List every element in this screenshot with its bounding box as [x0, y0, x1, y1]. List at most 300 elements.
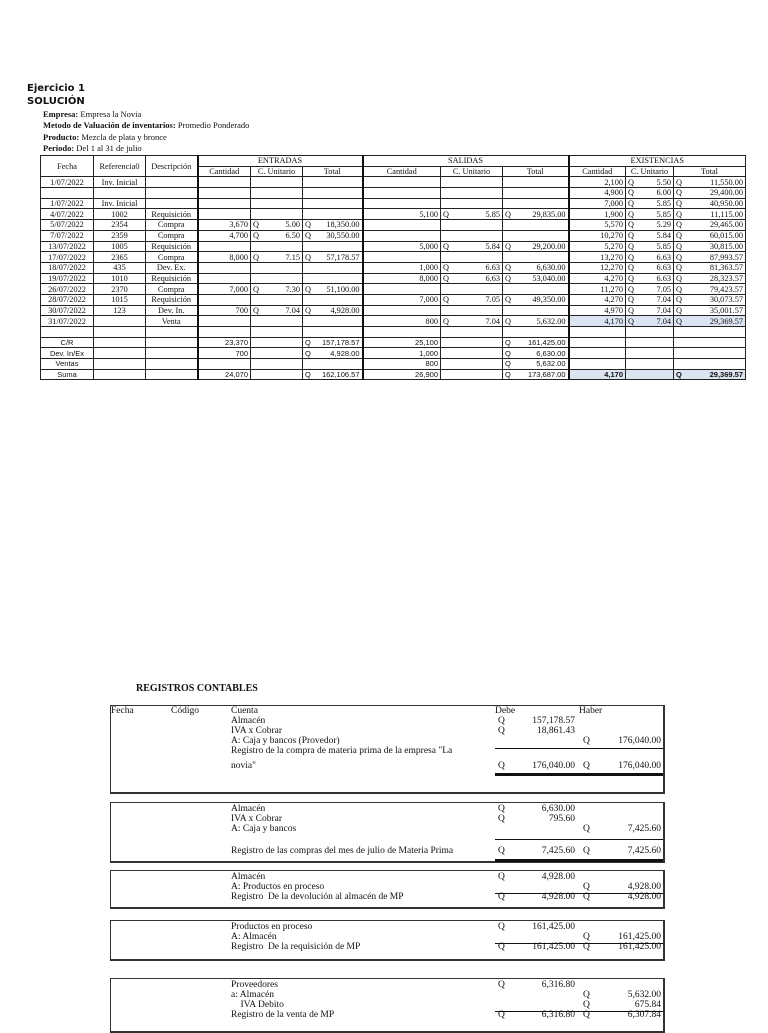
amount: 5.85 [656, 241, 671, 251]
amount: 30,550.00 [326, 231, 360, 241]
account-name: Registro de las compras del mes de julio de Materia Prima [231, 846, 454, 856]
total-line [111, 761, 663, 771]
account-name: A: Caja y bancos [231, 824, 297, 834]
cell-costo-unitario [251, 273, 303, 284]
currency-symbol: Q [628, 209, 634, 219]
cell-cantidad [198, 316, 251, 327]
credit-amount: 161,425.00 [618, 942, 661, 952]
method-line [43, 120, 249, 130]
subheader-salidas-0: Cantidad [363, 166, 441, 177]
double-rule [495, 859, 663, 862]
money-value [676, 178, 743, 187]
cell-cantidad: 700 [198, 305, 251, 316]
currency-symbol: Q [253, 284, 259, 294]
debit-amount: 4,928.00 [541, 872, 575, 882]
cell-cantidad [363, 284, 441, 295]
currency-symbol: Q [253, 305, 259, 315]
money-value [628, 220, 671, 229]
currency-symbol: Q [628, 316, 634, 326]
cell-total [503, 262, 569, 273]
double-rule [495, 773, 663, 776]
journal-line [111, 872, 663, 882]
cell-referencia: Inv. Inicial [94, 177, 146, 188]
cell-descripcion [146, 327, 198, 338]
currency-symbol: Q [498, 761, 505, 771]
cell-cantidad: 8,000 [363, 273, 441, 284]
amount: 51,100.00 [326, 284, 360, 294]
amount: 7.04 [485, 316, 500, 326]
amount: 5,632.00 [536, 316, 566, 326]
cell-costo-unitario [626, 198, 674, 209]
cell-cantidad [198, 327, 251, 338]
currency-symbol: Q [505, 359, 511, 369]
money-value [443, 210, 500, 219]
credit-amount: 7,425.60 [627, 824, 661, 834]
subheader-salidas-1: C. Unitario [441, 166, 503, 177]
account-name: Registro de la compra de materia prima de la empresa "La [231, 746, 453, 756]
amount: 7.04 [656, 305, 671, 315]
cell-cantidad: 4,700 [198, 230, 251, 241]
money-value [305, 253, 360, 262]
currency-symbol: Q [498, 814, 505, 824]
money-value [443, 295, 500, 304]
money-value [628, 199, 671, 208]
company-value: Empresa la Novia [80, 109, 142, 119]
money-value [305, 285, 360, 294]
cell-cantidad: 800 [363, 316, 441, 327]
amount: 5.00 [285, 220, 300, 230]
money-value [505, 295, 566, 304]
amount: 5.50 [656, 177, 671, 187]
summary-empty [626, 359, 674, 370]
currency-symbol: Q [628, 263, 634, 273]
cell-cantidad [363, 220, 441, 231]
currency-symbol: Q [305, 338, 311, 348]
cell-cantidad: 1,900 [569, 209, 626, 220]
cell-fecha [41, 327, 94, 338]
cell-total [674, 209, 746, 220]
summary-existencias-cantidad: 4,170 [569, 369, 626, 380]
cell-cantidad [363, 177, 441, 188]
cell-cantidad: 7,000 [569, 198, 626, 209]
currency-symbol: Q [305, 370, 311, 380]
money-value [676, 295, 743, 304]
cell-cantidad [198, 198, 251, 209]
debit-amount: 795.60 [548, 814, 575, 824]
currency-symbol: Q [443, 209, 449, 219]
journal-line [111, 804, 663, 814]
money-value [628, 306, 671, 315]
summary-salidas-cantidad: 25,100 [363, 337, 441, 348]
credit-amount: 5,632.00 [627, 990, 661, 1000]
cell-cantidad: 13,270 [569, 252, 626, 263]
cell-costo-unitario [626, 220, 674, 231]
cell-total [303, 209, 363, 220]
cell-total [303, 262, 363, 273]
account-name: a: Almacén [231, 990, 274, 1000]
summary-salidas-cantidad: 26,900 [363, 369, 441, 380]
money-value [443, 263, 500, 272]
currency-symbol: Q [443, 316, 449, 326]
summary-salidas-cantidad: 1,000 [363, 348, 441, 359]
inventory-card-table [40, 155, 746, 380]
summary-label: Suma [41, 369, 94, 380]
currency-symbol: Q [583, 1000, 590, 1010]
debit-amount: 161,425.00 [532, 922, 575, 932]
amount: 29,369.57 [709, 316, 743, 326]
summary-salidas-total [503, 348, 569, 359]
cell-costo-unitario [251, 177, 303, 188]
currency-symbol: Q [676, 177, 682, 187]
summary-existencias-cantidad [569, 348, 626, 359]
cell-fecha [41, 188, 94, 199]
cell-cantidad: 7,000 [363, 294, 441, 305]
cell-costo-unitario [441, 220, 503, 231]
journal-line [111, 814, 663, 824]
cell-costo-unitario [441, 316, 503, 327]
cell-costo-unitario [626, 305, 674, 316]
cell-cantidad: 7,000 [198, 284, 251, 295]
header-debe: Debe [495, 706, 516, 716]
cell-costo-unitario [441, 241, 503, 252]
cell-cantidad: 5,000 [363, 241, 441, 252]
cell-cantidad: 4,270 [569, 273, 626, 284]
money-value [443, 317, 500, 326]
journal-line [111, 980, 663, 990]
money-value [253, 253, 300, 262]
currency-symbol: Q [583, 942, 590, 952]
col-descripcion: Descripción [146, 156, 198, 177]
currency-symbol: Q [305, 231, 311, 241]
method-label: Metodo de Valuación de inventarios: [43, 120, 176, 130]
summary-empty [251, 369, 303, 380]
summary-entradas-total [303, 337, 363, 348]
currency-symbol: Q [498, 726, 505, 736]
journal-line [111, 716, 663, 726]
account-name: Registro De la devolución al almacén de MP [231, 892, 404, 902]
currency-symbol: Q [628, 295, 634, 305]
cell-total [674, 273, 746, 284]
money-value [305, 349, 360, 358]
credit-amount: 176,040.00 [618, 736, 661, 746]
summary-label: Dev. In/Ex [41, 348, 94, 359]
currency-symbol: Q [628, 220, 634, 230]
currency-symbol: Q [676, 241, 682, 251]
cell-referencia: 1002 [94, 209, 146, 220]
credit-amount: 7,425.60 [627, 846, 661, 856]
cell-total [674, 230, 746, 241]
currency-symbol: Q [676, 316, 682, 326]
amount: 6.63 [656, 252, 671, 262]
cell-total [503, 188, 569, 199]
currency-symbol: Q [676, 263, 682, 273]
amount: 5.84 [485, 241, 500, 251]
currency-symbol: Q [498, 1010, 505, 1020]
cell-cantidad: 4,970 [569, 305, 626, 316]
summary-existencias-total [674, 348, 746, 359]
cell-costo-unitario [441, 284, 503, 295]
summary-entradas-total [303, 348, 363, 359]
table-row [41, 273, 746, 284]
money-value [505, 263, 566, 272]
cell-fecha: 1/07/2022 [41, 177, 94, 188]
cell-fecha: 5/07/2022 [41, 220, 94, 231]
cell-total [503, 284, 569, 295]
cell-fecha: 17/07/2022 [41, 252, 94, 263]
currency-symbol: Q [498, 804, 505, 814]
money-value [253, 231, 300, 240]
summary-empty [94, 369, 146, 380]
period-value: Del 1 al 31 de julio [76, 143, 142, 153]
table-row [41, 220, 746, 231]
cell-costo-unitario [626, 209, 674, 220]
group-salidas: SALIDAS [363, 156, 569, 167]
table-row [41, 327, 746, 338]
money-value [305, 306, 360, 315]
currency-symbol: Q [628, 241, 634, 251]
amount: 6,630.00 [536, 348, 566, 358]
money-value [676, 231, 743, 240]
money-value [505, 274, 566, 283]
currency-symbol: Q [676, 199, 682, 209]
money-value [676, 220, 743, 229]
cell-descripcion: Dev. In. [146, 305, 198, 316]
cell-costo-unitario [251, 305, 303, 316]
debit-amount: 6,316.80 [541, 1010, 575, 1020]
cell-descripcion: Compra [146, 230, 198, 241]
cell-cantidad: 8,000 [198, 252, 251, 263]
money-value [628, 231, 671, 240]
amount: 29,465.00 [709, 220, 743, 230]
debit-amount: 4,928.00 [541, 892, 575, 902]
cell-cantidad [198, 177, 251, 188]
amount: 7.30 [285, 284, 300, 294]
journal-entry [110, 870, 665, 909]
subheader-existencias-2: Total [674, 166, 746, 177]
money-value [676, 317, 743, 326]
cell-total [503, 230, 569, 241]
cell-costo-unitario [626, 262, 674, 273]
cell-total [503, 305, 569, 316]
currency-symbol: Q [305, 348, 311, 358]
money-value [253, 220, 300, 229]
currency-symbol: Q [505, 209, 511, 219]
money-value [628, 253, 671, 262]
cell-costo-unitario [441, 273, 503, 284]
summary-label: C/R [41, 337, 94, 348]
debit-amount: 157,178.57 [532, 716, 575, 726]
cell-referencia: 1010 [94, 273, 146, 284]
summary-empty [94, 348, 146, 359]
cell-fecha: 1/07/2022 [41, 198, 94, 209]
col-referencia: Referencia0 [94, 156, 146, 177]
journal-line [111, 726, 663, 736]
account-name: Proveedores [231, 980, 278, 990]
journal-line [111, 882, 663, 892]
cell-fecha: 18/07/2022 [41, 262, 94, 273]
cell-referencia: 2359 [94, 230, 146, 241]
cell-costo-unitario [626, 327, 674, 338]
cell-total [674, 284, 746, 295]
cell-referencia: 2370 [94, 284, 146, 295]
amount: 29,400.00 [709, 188, 743, 198]
amount: 29,369.57 [709, 370, 743, 380]
cell-costo-unitario [626, 284, 674, 295]
summary-empty [94, 337, 146, 348]
subheader-existencias-1: C. Unitario [626, 166, 674, 177]
journal-header-row [111, 706, 663, 716]
total-rule [495, 839, 663, 840]
summary-empty [251, 337, 303, 348]
cell-descripcion: Requisición [146, 209, 198, 220]
cell-referencia: 1005 [94, 241, 146, 252]
debit-amount: 7,425.60 [541, 846, 575, 856]
cell-fecha: 31/07/2022 [41, 316, 94, 327]
amount: 35,001.57 [709, 305, 743, 315]
amount: 7.04 [285, 305, 300, 315]
money-value [676, 274, 743, 283]
cell-descripcion [146, 198, 198, 209]
debit-amount: 6,316.80 [541, 980, 575, 990]
cell-cantidad [198, 241, 251, 252]
cell-cantidad [363, 305, 441, 316]
cell-total [674, 241, 746, 252]
journal-entry [110, 705, 665, 794]
currency-symbol: Q [443, 273, 449, 283]
header-row-groups [41, 156, 746, 167]
debit-amount: 6,630.00 [541, 804, 575, 814]
cell-total [674, 327, 746, 338]
journal-line [111, 736, 663, 746]
amount: 5.29 [656, 220, 671, 230]
table-row [41, 284, 746, 295]
currency-symbol: Q [676, 273, 682, 283]
table-row [41, 198, 746, 209]
currency-symbol: Q [676, 220, 682, 230]
summary-empty [441, 369, 503, 380]
account-name: IVA Debito [231, 1000, 284, 1010]
cell-referencia: 2354 [94, 220, 146, 231]
summary-salidas-total [503, 337, 569, 348]
money-value [253, 285, 300, 294]
money-value [505, 349, 566, 358]
exercise-title: Ejercicio 1 [27, 83, 85, 94]
summary-existencias-cantidad [569, 337, 626, 348]
cell-referencia: 435 [94, 262, 146, 273]
money-value [676, 306, 743, 315]
amount: 5,632.00 [536, 359, 566, 369]
period-label: Periodo: [43, 143, 75, 153]
cell-costo-unitario [251, 262, 303, 273]
amount: 161,425.00 [527, 338, 566, 348]
currency-symbol: Q [628, 284, 634, 294]
currency-symbol: Q [676, 295, 682, 305]
total-rule [495, 893, 663, 894]
money-value [505, 210, 566, 219]
debit-amount: 18,861.43 [537, 726, 575, 736]
cell-total [303, 230, 363, 241]
cell-costo-unitario [626, 294, 674, 305]
summary-salidas-cantidad: 800 [363, 359, 441, 370]
currency-symbol: Q [443, 295, 449, 305]
cell-total [503, 327, 569, 338]
account-name: A: Caja y bancos (Provedor) [231, 736, 340, 746]
money-value [676, 210, 743, 219]
amount: 7.05 [656, 284, 671, 294]
cell-total [674, 188, 746, 199]
cell-cantidad [363, 230, 441, 241]
cell-descripcion: Compra [146, 252, 198, 263]
group-existencias: EXISTENCIAS [569, 156, 746, 167]
currency-symbol: Q [583, 990, 590, 1000]
account-name: Productos en proceso [231, 922, 313, 932]
summary-label: Ventas [41, 359, 94, 370]
cell-total [303, 198, 363, 209]
currency-symbol: Q [498, 716, 505, 726]
subheader-entradas-0: Cantidad [198, 166, 251, 177]
cell-costo-unitario [441, 305, 503, 316]
money-value [305, 338, 360, 347]
header-cuenta: Cuenta [231, 706, 258, 716]
cell-costo-unitario [626, 230, 674, 241]
amount: 6.63 [656, 273, 671, 283]
currency-symbol: Q [676, 209, 682, 219]
cell-cantidad [363, 327, 441, 338]
period-line [43, 143, 142, 153]
credit-amount: 176,040.00 [618, 761, 661, 771]
currency-symbol: Q [505, 348, 511, 358]
subheader-entradas-2: Total [303, 166, 363, 177]
currency-symbol: Q [583, 882, 590, 892]
cell-total [303, 188, 363, 199]
debit-amount: 161,425.00 [532, 942, 575, 952]
amount: 18,350.00 [326, 220, 360, 230]
money-value [628, 317, 671, 326]
cell-costo-unitario [626, 177, 674, 188]
cell-descripcion [146, 177, 198, 188]
cell-cantidad: 10,270 [569, 230, 626, 241]
currency-symbol: Q [676, 305, 682, 315]
journal-entry [110, 920, 665, 961]
currency-symbol: Q [676, 231, 682, 241]
cell-costo-unitario [251, 294, 303, 305]
currency-symbol: Q [583, 892, 590, 902]
table-row [41, 252, 746, 263]
cell-cantidad [198, 294, 251, 305]
money-value [505, 338, 566, 347]
cell-costo-unitario [441, 209, 503, 220]
summary-row [41, 369, 746, 380]
currency-symbol: Q [505, 295, 511, 305]
summary-existencias-total [674, 369, 746, 380]
cell-costo-unitario [251, 209, 303, 220]
amount: 29,835.00 [532, 209, 566, 219]
cell-fecha: 28/07/2022 [41, 294, 94, 305]
cell-cantidad: 5,570 [569, 220, 626, 231]
summary-empty [146, 337, 198, 348]
cell-fecha: 19/07/2022 [41, 273, 94, 284]
account-name: Almacén [231, 872, 266, 882]
account-name: Almacén [231, 804, 266, 814]
amount: 87,993.57 [709, 252, 743, 262]
amount: 28,323.57 [709, 273, 743, 283]
total-rule [495, 1011, 663, 1012]
account-name: novia" [231, 761, 256, 771]
cell-cantidad: 11,270 [569, 284, 626, 295]
currency-symbol: Q [498, 922, 505, 932]
amount: 5.84 [656, 231, 671, 241]
journal-line [111, 922, 663, 932]
